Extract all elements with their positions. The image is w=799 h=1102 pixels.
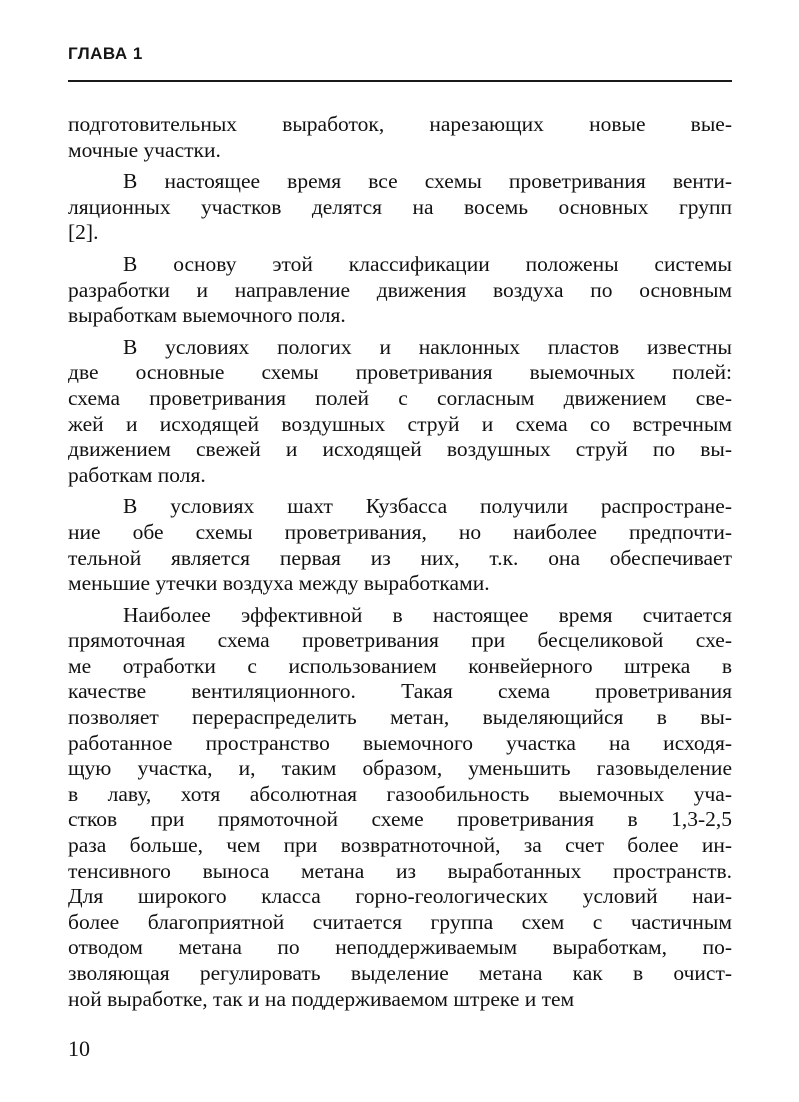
text-line: жей и исходящей воздушных струй и схема со встречным (68, 411, 732, 436)
text-line: прямоточная схема проветривания при бесцеликовой схе- (68, 628, 732, 653)
body-text (68, 112, 732, 1018)
text-line: меньшие утечки воздуха между выработками. (68, 571, 490, 596)
text-line: выработкам выемочного поля. (68, 303, 346, 328)
text-line: В условиях шахт Кузбасса получили распростране- (123, 494, 732, 519)
text-line: ние обе схемы проветривания, но наиболее предпочти- (68, 519, 732, 544)
paragraph (68, 169, 732, 246)
text-line: ной выработке, так и на поддерживаемом штреке и тем (68, 986, 575, 1011)
text-line: схема проветривания полей с согласным движением све- (68, 385, 732, 410)
text-line: раза больше, чем при возвратноточной, за счет более ин- (68, 833, 732, 858)
text-line: в лаву, хотя абсолютная газообильность выемочных уча- (68, 781, 732, 806)
text-line: движением свежей и исходящей воздушных струй по вы- (68, 437, 732, 462)
paragraph (68, 603, 732, 1013)
text-line: мочные участки. (68, 137, 221, 162)
paragraph (68, 335, 732, 489)
text-line: работкам поля. (68, 462, 206, 487)
text-line: две основные схемы проветривания выемочных полей: (68, 360, 732, 385)
page-number: 10 (68, 1036, 90, 1061)
text-line: подготовительных выработок, нарезающих новые вые- (68, 112, 732, 136)
text-line: тельной является первая из них, т.к. она обеспечивает (68, 545, 732, 570)
text-line: щую участка, и, таким образом, уменьшить газовыделение (68, 756, 732, 781)
text-line: позволяет перераспределить метан, выделяющийся в вы- (68, 705, 732, 730)
chapter-header: ГЛАВА 1 (68, 44, 143, 63)
text-line: тенсивного выноса метана из выработанных пространств. (68, 858, 732, 883)
text-line: разработки и направление движения воздуха по основным (68, 277, 732, 302)
text-line: стков при прямоточной схеме проветривания в 1,3-2,5 (68, 807, 732, 832)
text-line: [2]. (68, 220, 99, 245)
text-line: отводом метана по неподдерживаемым выработкам, по- (68, 935, 732, 960)
text-line: В условиях пологих и наклонных пластов известны (123, 334, 732, 359)
text-line: В настоящее время все схемы проветривания венти- (123, 169, 732, 194)
text-line: работанное пространство выемочного участка на исходя- (68, 730, 732, 755)
text-line: зволяющая регулировать выделение метана как в очист- (68, 961, 732, 985)
header-divider (68, 80, 732, 82)
text-line: Для широкого класса горно-геологических условий наи- (68, 884, 732, 909)
text-line: ляционных участков делятся на восемь основных групп (68, 194, 732, 219)
text-line: качестве вентиляционного. Такая схема проветривания (68, 679, 732, 704)
text-line: Наиболее эффективной в настоящее время считается (123, 602, 732, 627)
paragraph (68, 494, 732, 596)
text-line: В основу этой классификации положены системы (123, 251, 732, 276)
text-line: ме отработки с использованием конвейерного штрека в (68, 653, 732, 678)
paragraph (68, 252, 732, 329)
paragraph (68, 112, 732, 163)
text-line: более благоприятной считается группа схем с частичным (68, 909, 732, 934)
